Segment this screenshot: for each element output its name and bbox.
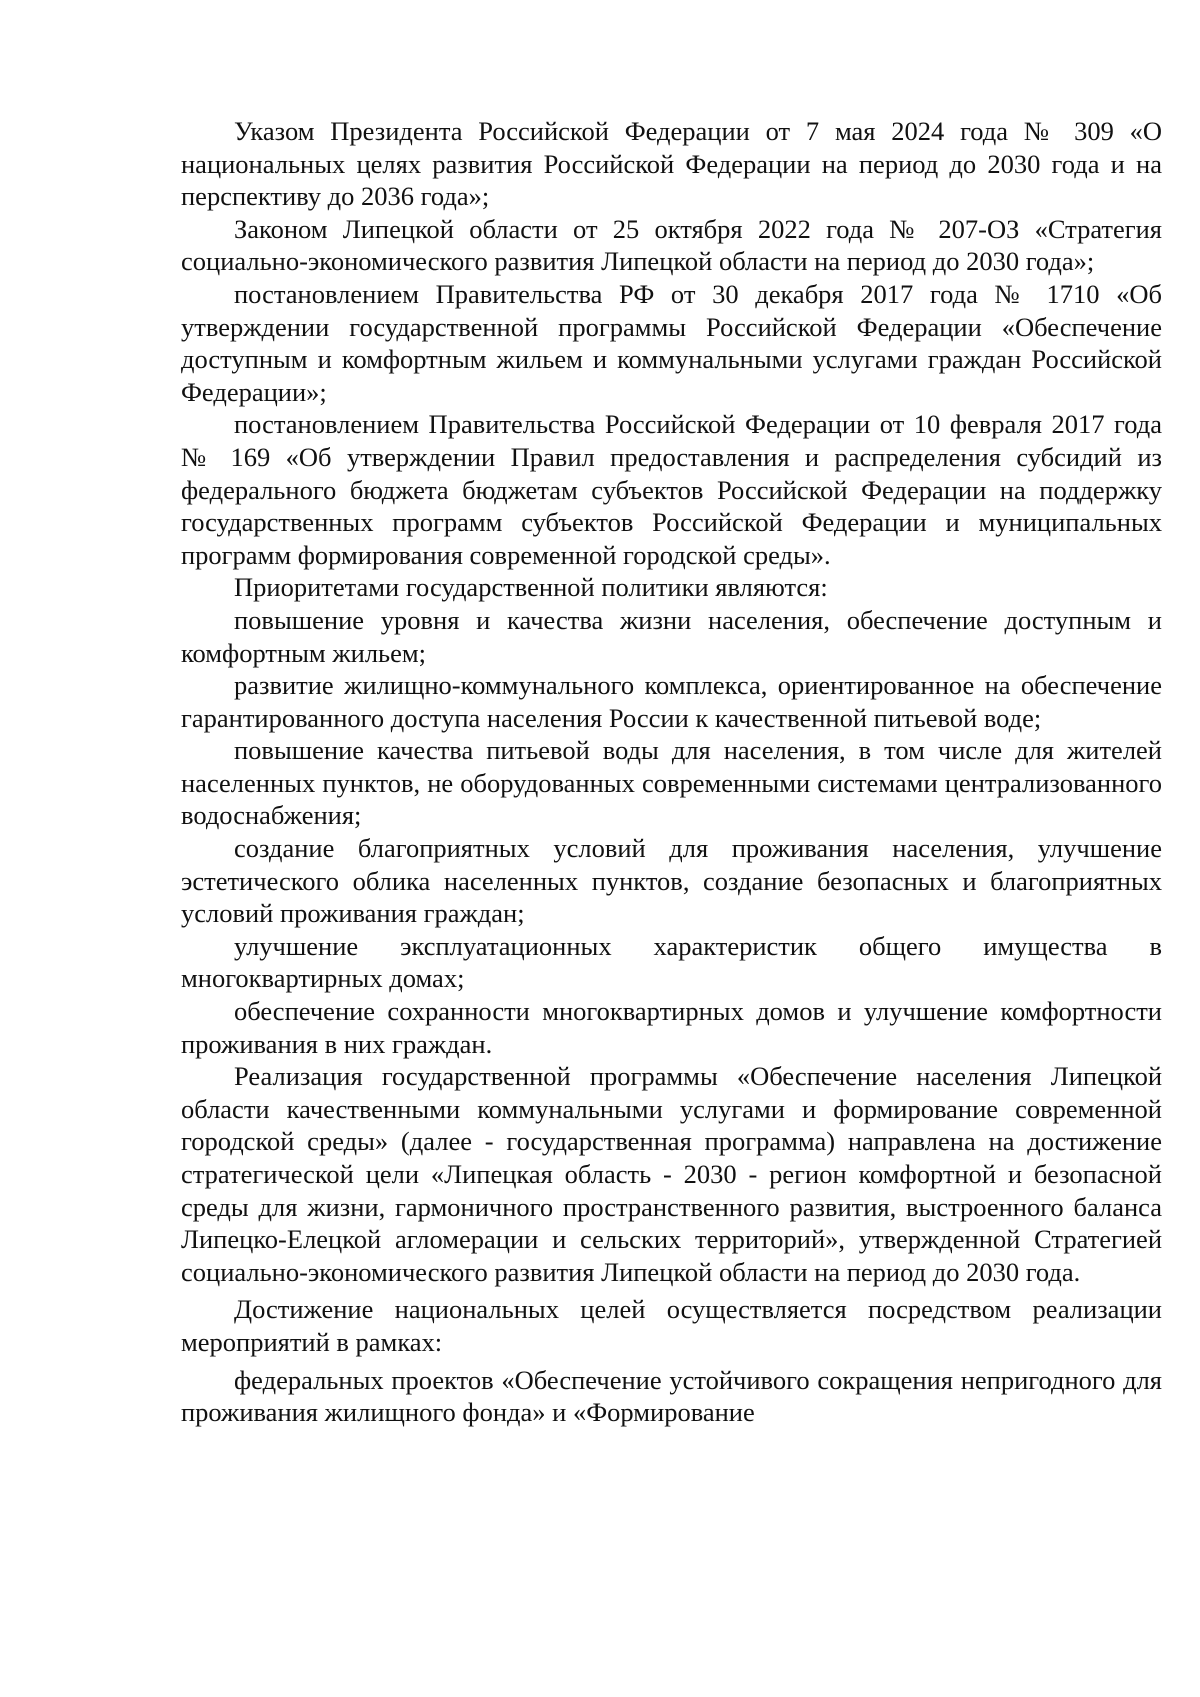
- paragraph-national-goals: Достижение национальных целей осуществляется посредством реализации мероприятий в рамках:: [181, 1294, 1162, 1357]
- paragraph-priority-housing-utilities: развитие жилищно-коммунального комплекса, ориентированное на обеспечение гарантированного доступа населения России к качественной питьевой воде;: [181, 670, 1162, 733]
- paragraph-priority-common-property: улучшение эксплуатационных характеристик общего имущества в многоквартирных домах;: [181, 930, 1162, 994]
- paragraph-priority-water-quality: повышение качества питьевой воды для населения, в том числе для жителей населенных пунктов, не оборудованных современными системами централизованного водоснабжения;: [181, 735, 1162, 831]
- paragraph-priority-living-standard: повышение уровня и качества жизни населения, обеспечение доступным и комфортным жильем;: [181, 604, 1162, 668]
- paragraph-decree-2024: Указом Президента Российской Федерации от 7 мая 2024 года № 309 «О национальных целях развития Российской Федерации на период до 2030 года и на перспективу до 2036 года»;: [181, 116, 1162, 212]
- paragraph-priorities-heading: Приоритетами государственной политики являются:: [234, 572, 828, 603]
- paragraph-resolution-169: постановлением Правительства Российской Федерации от 10 февраля 2017 года № 169 «Об утверждении Правил предоставления и распределения субсидий из федерального бюджета бюджетам субъектов Российской Федерации на поддержку государственных программ субъектов Российской Федерации и муниципальных программ формирования современной городской среды».: [181, 409, 1162, 570]
- paragraph-priority-living-conditions: создание благоприятных условий для проживания населения, улучшение эстетического облика населенных пунктов, создание безопасных и благоприятных условий проживания граждан;: [181, 833, 1162, 929]
- document-body: [181, 115, 1162, 1429]
- paragraph-federal-projects: федеральных проектов «Обеспечение устойчивого сокращения непригодного для проживания жилищного фонда» и «Формирование: [181, 1364, 1162, 1428]
- paragraph-program-implementation: Реализация государственной программы «Обеспечение населения Липецкой области качественными коммунальными услугами и формирование современной городской среды» (далее - государственная программа) направлена на достижение стратегической цели «Липецкая область - 2030 - регион комфортной и безопасной среды для жизни, гармоничного пространственного развития, выстроенного баланса Липецко-Елецкой агломерации и сельских территорий», утвержденной Стратегией социально-экономического развития Липецкой области на период до 2030 года.: [181, 1061, 1162, 1287]
- paragraph-priority-apartment-buildings: обеспечение сохранности многоквартирных домов и улучшение комфортности проживания в них граждан.: [181, 996, 1162, 1059]
- paragraph-law-lipetsk-strategy: Законом Липецкой области от 25 октября 2022 года № 207-ОЗ «Стратегия социально-экономического развития Липецкой области на период до 2030 года»;: [181, 213, 1162, 277]
- paragraph-resolution-1710: постановлением Правительства РФ от 30 декабря 2017 года № 1710 «Об утверждении государственной программы Российской Федерации «Обеспечение доступным и комфортным жильем и коммунальными услугами граждан Российской Федерации»;: [181, 278, 1162, 407]
